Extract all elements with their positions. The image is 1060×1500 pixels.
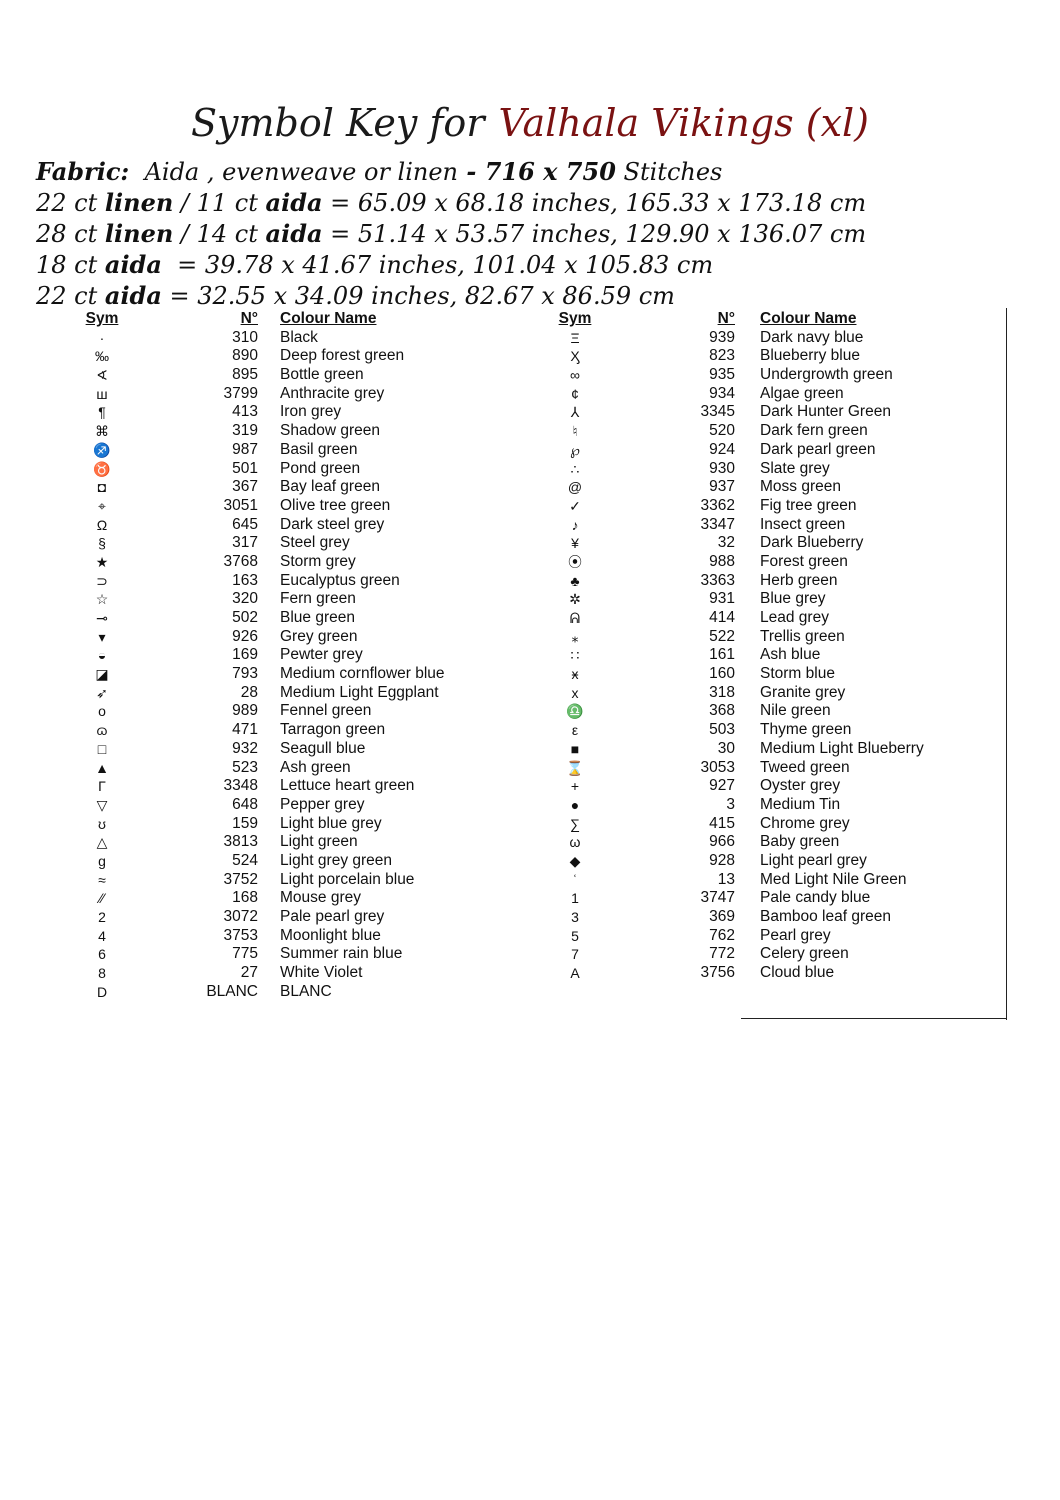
size-rest: = 39.78 x 41.67 inches, 101.04 x 105.83 cm [161,251,714,279]
symbol-cell: g [98,852,106,869]
title-lead: Symbol Key for [191,101,485,145]
colour-name-cell: Black [280,328,318,346]
fabric-size-line [36,280,1036,311]
header-name: Colour Name [280,310,377,327]
number-cell: 471 [232,721,258,739]
symbol-cell: A [570,965,580,982]
size-ct1: 22 ct [36,189,105,217]
number-cell: 13 [717,870,735,888]
number-cell: BLANC [206,982,258,1000]
number-cell: 3348 [223,777,258,795]
number-cell: 161 [709,646,735,664]
number-cell: 32 [717,534,735,552]
number-cell: 762 [709,926,735,944]
size-word1: linen [104,219,174,248]
fabric-info [36,156,1036,311]
size-rest: = 32.55 x 34.09 inches, 82.67 x 86.59 cm [161,282,675,310]
number-cell: 988 [709,552,735,570]
colour-name-cell: Baby green [760,833,840,851]
number-cell: 895 [232,366,258,384]
colour-name-cell: Granite grey [760,683,846,701]
colour-name-cell: Moonlight blue [280,926,381,944]
colour-name-cell: Eucalyptus green [280,571,400,589]
symbol-cell: ∴ [570,460,580,477]
number-cell: 3053 [700,758,735,776]
colour-name-cell: Dark Blueberry [760,534,864,552]
colour-name-cell: Ash green [280,758,351,776]
symbol-cell: ≈ [98,871,106,888]
number-cell: 367 [232,478,258,496]
symbol-cell: § [98,535,106,552]
colour-name-cell: Storm blue [760,665,835,683]
symbol-cell: @ [567,479,583,496]
table-border-right [1006,308,1007,1020]
symbol-cell: ℘ [570,441,580,458]
number-cell: 3051 [223,496,258,514]
fabric-stitches-label: Stitches [615,158,723,186]
number-cell: 3752 [223,870,258,888]
symbol-cell: ♮ [572,423,578,440]
size-word1: aida [104,250,162,279]
colour-name-cell: Fennel green [280,702,372,720]
colour-name-cell: Light pearl grey [760,851,867,869]
colour-name-cell: Medium Light Blueberry [760,739,924,757]
symbol-cell: + [570,778,580,795]
number-cell: 987 [232,440,258,458]
symbol-cell: Ξ [570,329,580,346]
symbol-cell: ⦿ [568,553,582,570]
symbol-cell: · [99,329,105,346]
number-cell: 310 [232,328,258,346]
symbol-cell: ⅄ [570,404,580,421]
number-cell: 931 [709,590,735,608]
number-cell: 163 [232,571,258,589]
colour-name-cell: Grey green [280,627,358,645]
symbol-cell: ‰ [95,348,109,365]
colour-name-cell: Steel grey [280,534,350,552]
number-cell: 924 [709,440,735,458]
size-word1: aida [104,281,162,310]
symbol-cell: ♎ [566,703,584,720]
number-cell: 989 [232,702,258,720]
size-sep: / 14 ct [173,220,266,248]
colour-name-cell: Forest green [760,552,848,570]
symbol-cell: ▽ [96,796,108,813]
number-cell: 935 [709,366,735,384]
number-cell: 927 [709,777,735,795]
colour-name-cell: Tweed green [760,758,850,776]
number-cell: 648 [232,795,258,813]
symbol-cell: ☆ [95,591,109,608]
number-cell: 523 [232,758,258,776]
symbol-cell: ⌖ [98,497,106,514]
symbol-cell: ᕱ [569,610,581,626]
number-cell: 368 [709,702,735,720]
colour-name-cell: Pepper grey [280,795,365,813]
colour-name-cell: Dark Hunter Green [760,403,891,421]
number-cell: 319 [232,422,258,440]
symbol-cell: Ӽ [570,348,580,365]
symbol-cell: ∷ [570,647,580,664]
symbol-cell: ♪ [571,516,579,533]
colour-name-cell: Dark fern green [760,422,868,440]
symbol-cell: ● [570,796,580,813]
colour-name-cell: Shadow green [280,422,380,440]
colour-name-cell: Light grey green [280,851,393,869]
number-cell: 966 [709,833,735,851]
number-cell: 3799 [223,384,258,402]
colour-name-cell: Dark pearl green [760,440,876,458]
number-cell: 926 [232,627,258,645]
symbol-cell: ◆ [569,852,581,869]
symbol-cell: ʊ [98,815,106,832]
size-ct1: 28 ct [36,220,105,248]
number-cell: 159 [232,814,258,832]
number-cell: 160 [709,665,735,683]
symbol-cell: ♣ [570,572,580,589]
number-cell: 415 [709,814,735,832]
colour-name-cell: Deep forest green [280,347,405,365]
size-sep: / 11 ct [173,189,266,217]
size-rest: = 51.14 x 53.57 inches, 129.90 x 136.07 cm [322,220,867,248]
symbol-cell: ■ [570,740,580,757]
symbol-cell: 3 [571,909,579,925]
colour-name-cell: Slate grey [760,459,830,477]
symbol-cell: ɷ [96,722,108,739]
colour-name-cell: Tarragon green [280,721,386,739]
colour-name-cell: Fig tree green [760,496,857,514]
number-cell: 520 [709,422,735,440]
colour-name-cell: Pale pearl grey [280,908,385,925]
number-cell: 3363 [700,571,735,589]
colour-name-cell: Undergrowth green [760,366,893,384]
colour-name-cell: Chrome grey [760,814,850,832]
fabric-stitches: 716 x 750 [484,157,616,186]
number-cell: 823 [709,347,735,365]
symbol-cell: x [571,684,579,701]
symbol-cell: ∞ [570,367,580,384]
number-cell: 168 [232,889,258,907]
colour-name-cell: Pond green [280,459,361,477]
colour-name-cell: Basil green [280,440,358,458]
colour-name-cell: Herb green [760,571,838,589]
symbol-cell: 8 [98,965,106,982]
number-cell: 928 [709,851,735,869]
colour-name-cell: Blue green [280,609,355,626]
number-cell: 3362 [700,496,735,514]
number-cell: 934 [709,384,735,402]
number-cell: 522 [709,627,735,645]
symbol-cell: 1 [571,890,579,907]
symbol-cell: ♉ [93,460,111,477]
colour-name-cell: Anthracite grey [280,384,385,402]
header-sym: Sym [85,310,119,327]
number-cell: 3747 [700,889,735,907]
colour-name-cell: Algae green [760,384,844,402]
colour-name-cell: Moss green [760,478,841,496]
symbol-cell: D [96,983,108,1000]
colour-name-cell: Dark steel grey [280,515,385,533]
colour-name-cell: Medium Light Eggplant [280,683,439,701]
number-cell: 28 [240,683,258,701]
fabric-dash: - [458,157,485,186]
fabric-types: Aida , evenweave or linen [144,158,459,186]
symbol-cell: ✓ [569,497,581,514]
header-name: Colour Name [760,310,857,327]
symbol-cell: 6 [98,946,106,963]
symbol-cell: △ [96,834,108,851]
number-cell: 320 [232,590,258,608]
number-cell: 3347 [700,515,735,533]
symbol-cell: ⊸ [96,610,108,626]
symbol-cell: ♐ [93,441,111,458]
symbol-cell: 5 [571,927,579,944]
symbol-cell: ◪ [95,666,109,683]
fabric-label: Fabric: [36,157,130,186]
number-cell: 775 [232,945,258,963]
colour-name-cell: Light green [280,833,358,851]
number-cell: 414 [709,609,735,626]
symbol-cell: ⌘ [95,423,109,440]
symbol-cell: ▲ [95,759,109,776]
colour-name-cell: Med Light Nile Green [760,870,907,888]
colour-name-cell: Blueberry blue [760,347,860,365]
colour-name-cell: Seagull blue [280,739,366,757]
colour-name-cell: Lead grey [760,609,829,626]
pattern-name: Valhala Vikings (xl) [498,101,869,145]
colour-name-cell: Ash blue [760,646,821,664]
symbol-cell: 7 [571,946,579,963]
number-cell: 502 [232,609,258,626]
number-cell: 3768 [223,552,258,570]
fabric-size-line [36,187,1036,218]
number-cell: 27 [240,964,258,982]
colour-name-cell: White Violet [280,964,363,982]
symbol-cell: o [98,703,106,720]
colour-name-cell: Insect green [760,515,846,533]
colour-name-cell: Oyster grey [760,777,841,795]
number-cell: 169 [232,646,258,664]
symbol-cell: ω [569,834,581,851]
table-border-bottom [741,1018,1007,1019]
symbol-cell: ¶ [98,404,106,421]
colour-name-cell: Light porcelain blue [280,870,415,888]
colour-name-cell: Mouse grey [280,889,361,907]
symbol-cell: ¢ [571,385,579,402]
symbol-cell: ➶ [96,684,108,701]
number-cell: 772 [709,945,735,963]
colour-name-cell: Celery green [760,945,849,963]
number-cell: 937 [709,478,735,496]
number-cell: 413 [232,403,258,421]
symbol-cell: ∢ [96,367,108,384]
symbol-cell: ∑ [570,815,580,832]
colour-name-cell: Bay leaf green [280,478,380,496]
fabric-size-line [36,218,1036,249]
number-cell: 524 [232,851,258,869]
colour-name-cell: Summer rain blue [280,945,403,963]
colour-name-cell: Storm grey [280,552,356,570]
number-cell: 3756 [700,964,735,982]
number-cell: 501 [232,459,258,477]
symbol-cell: ʿ [572,871,578,888]
colour-name-cell: Medium Tin [760,795,841,813]
colour-name-cell: Thyme green [760,721,852,739]
symbol-cell: ◘ [97,479,107,496]
colour-name-cell: Pale candy blue [760,889,871,907]
symbol-cell: ш [96,385,108,402]
colour-name-cell: Iron grey [280,403,342,421]
colour-name-cell: BLANC [280,982,332,1000]
symbol-cell: Γ [98,778,106,795]
number-cell: 503 [709,721,735,739]
symbol-cell: ◒ [97,647,107,664]
header-num: N° [717,310,735,327]
colour-name-cell: Fern green [280,590,356,608]
symbol-cell: □ [97,740,107,757]
symbol-cell: 2 [98,909,106,925]
size-word2: aida [265,219,323,248]
symbol-cell: ӿ [571,666,579,683]
symbol-cell: ▾ [98,628,106,645]
colour-name-cell: Nile green [760,702,831,720]
page-title [0,98,1060,148]
symbol-cell: ⁎ [571,628,579,645]
colour-name-cell: Pearl grey [760,926,831,944]
number-cell: 890 [232,347,258,365]
number-cell: 939 [709,328,735,346]
colour-name-cell: Dark navy blue [760,328,864,346]
colour-name-cell: Blue grey [760,590,826,608]
number-cell: 3813 [223,833,258,851]
number-cell: 930 [709,459,735,477]
size-word2: aida [265,188,323,217]
number-cell: 369 [709,908,735,925]
symbol-cell: ⁄⁄ [99,890,105,907]
size-ct1: 22 ct [36,282,105,310]
number-cell: 932 [232,739,258,757]
colour-name-cell: Olive tree green [280,496,391,514]
number-cell: 3345 [700,403,735,421]
fabric-size-line [36,249,1036,280]
number-cell: 317 [232,534,258,552]
number-cell: 645 [232,515,258,533]
colour-name-cell: Medium cornflower blue [280,665,445,683]
number-cell: 793 [232,665,258,683]
colour-name-cell: Pewter grey [280,646,363,664]
symbol-cell: ⌛ [566,759,584,776]
colour-name-cell: Bamboo leaf green [760,908,891,925]
colour-name-cell: Light blue grey [280,814,382,832]
colour-name-cell: Lettuce heart green [280,777,415,795]
number-cell: 30 [717,739,735,757]
symbol-cell: 4 [98,927,106,944]
symbol-cell: ✲ [569,591,581,608]
size-ct1: 18 ct [36,251,105,279]
size-word1: linen [104,188,174,217]
number-cell: 3 [726,795,735,813]
symbol-cell: Ω [96,516,108,533]
colour-name-cell: Cloud blue [760,964,835,982]
symbol-cell: ⊃ [96,572,108,589]
size-rest: = 65.09 x 68.18 inches, 165.33 x 173.18 cm [322,189,867,217]
fabric-line [36,156,1036,187]
symbol-cell: ¥ [571,535,579,552]
header-sym: Sym [558,310,592,327]
number-cell: 3072 [223,908,258,925]
colour-name-cell: Trellis green [760,627,845,645]
symbol-cell: ★ [95,553,109,570]
number-cell: 318 [709,683,735,701]
symbol-cell: ε [571,722,579,739]
number-cell: 3753 [223,926,258,944]
colour-name-cell: Bottle green [280,366,364,384]
header-num: N° [240,310,258,327]
